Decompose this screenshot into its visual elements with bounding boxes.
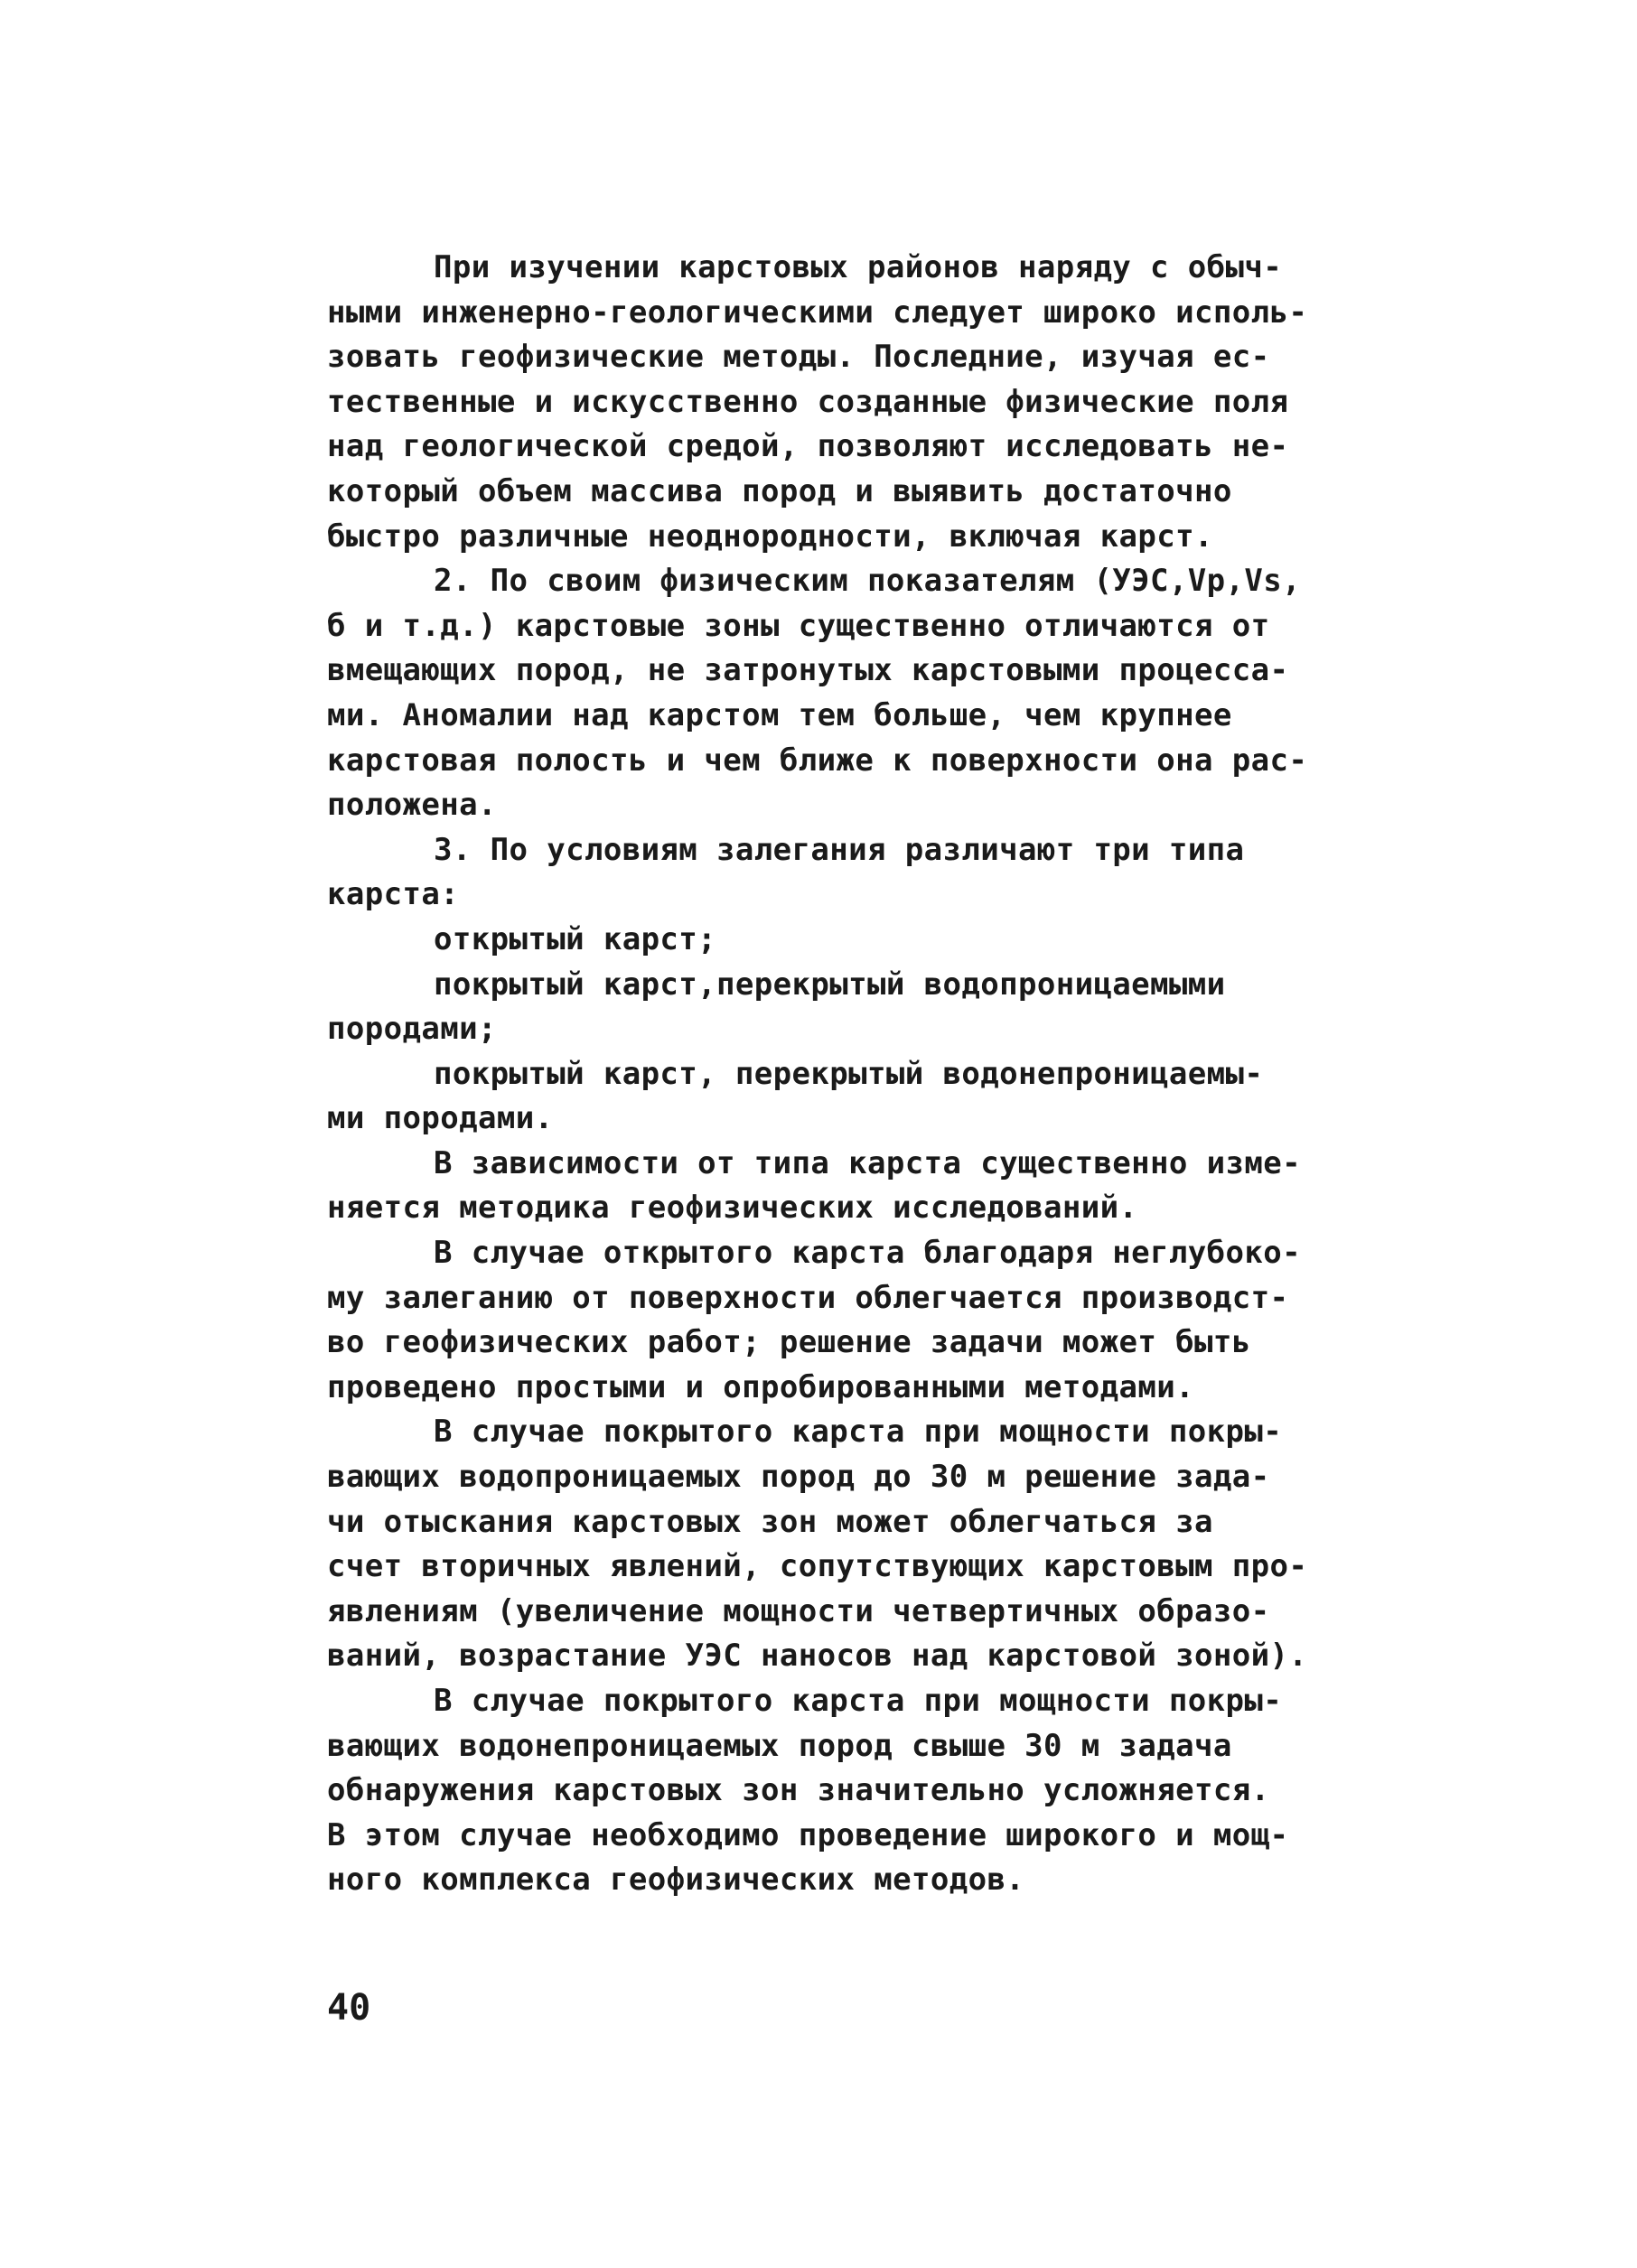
text-line: покрытый карст, перекрытый водонепроницаемы- [434, 1055, 1264, 1092]
text-line: чи отыскания карстовых зон может облегчаться за [327, 1503, 1213, 1540]
text-line: В этом случае необходимо проведение широкого и мощ- [327, 1816, 1289, 1853]
text-line: б и т.д.) карстовые зоны существенно отличаются от [327, 607, 1270, 644]
text-line: вмещающих пород, не затронутых карстовыми процесса- [327, 652, 1289, 689]
text-line: счет вторичных явлений, сопутствующих карстовым про- [327, 1548, 1308, 1585]
text-line: ваний, возрастание УЭС наносов над карстовой зоной). [327, 1638, 1308, 1675]
text-line: няется методика геофизических исследований. [327, 1190, 1138, 1227]
text-line: 2. По своим физическим показателям (УЭС,Vp,Vs, [434, 563, 1302, 600]
text-line: ными инженерно-геологическими следует широко исполь- [327, 294, 1308, 331]
text-line: ми. Аномалии над карстом тем больше, чем крупнее [327, 696, 1232, 733]
text-line: В случае покрытого карста при мощности покры- [434, 1683, 1283, 1719]
page-number: 40 [327, 1987, 371, 2029]
text-line: во геофизических работ; решение задачи может быть [327, 1324, 1251, 1361]
text-line: явлениям (увеличение мощности четвертичных образо- [327, 1592, 1270, 1629]
text-line: проведено простыми и опробированными методами. [327, 1368, 1195, 1405]
body-text [327, 246, 1501, 1903]
text-line: вающих водонепроницаемых пород свыше 30 м задача [327, 1727, 1232, 1764]
text-line: покрытый карст,перекрытый водопроницаемыми [434, 966, 1226, 1003]
text-line: му залеганию от поверхности облегчается производст- [327, 1279, 1289, 1316]
text-line: породами; [327, 1011, 497, 1048]
text-line: быстро различные неоднородности, включая карст. [327, 518, 1213, 555]
text-line: карста: [327, 876, 460, 913]
text-line: тественные и искусственно созданные физические поля [327, 383, 1289, 420]
text-line: карстовая полость и чем ближе к поверхности она рас- [327, 742, 1308, 779]
text-line: При изучении карстовых районов наряду с обыч- [434, 249, 1283, 285]
text-line: который объем массива пород и выявить достаточно [327, 472, 1232, 509]
text-line: вающих водопроницаемых пород до 30 м решение зада- [327, 1459, 1270, 1496]
text-line: В случае покрытого карста при мощности покры- [434, 1414, 1283, 1451]
text-line: положена. [327, 787, 497, 824]
text-line: обнаружения карстовых зон значительно усложняется. [327, 1772, 1270, 1809]
text-line: 3. По условиям залегания различают три типа [434, 831, 1245, 868]
text-line: ми породами. [327, 1100, 554, 1137]
text-line: В зависимости от типа карста существенно изме- [434, 1144, 1302, 1181]
text-line: зовать геофизические методы. Последние, изучая ес- [327, 339, 1270, 376]
text-line: В случае открытого карста благодаря неглубоко- [434, 1235, 1302, 1272]
text-line: над геологической средой, позволяют исследовать не- [327, 428, 1289, 465]
text-line: открытый карст; [434, 920, 717, 957]
text-line: ного комплекса геофизических методов. [327, 1862, 1025, 1899]
